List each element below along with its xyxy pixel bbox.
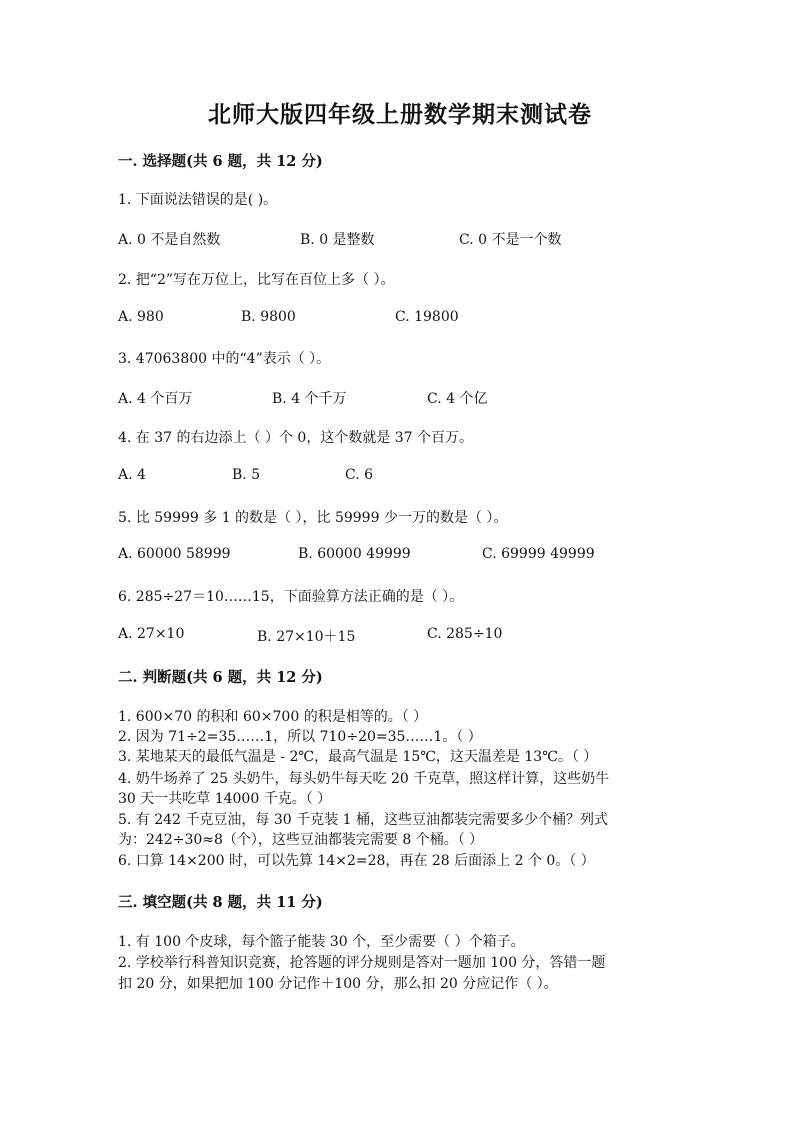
judgment-line: 30 天一共吃草 14000 千克。（ ） <box>118 791 332 807</box>
option-a: A. 980 <box>118 309 164 325</box>
option-c: C. 69999 49999 <box>482 546 595 562</box>
option-c: C. 4 个亿 <box>427 391 488 407</box>
option-b: B. 9800 <box>241 309 296 325</box>
judgment-line: 5. 有 242 千克豆油，每 30 千克装 1 桶，这些豆油都装完需要多少个桶？列式 <box>118 812 608 828</box>
judgment-line: 为：242÷30≈8（个），这些豆油都装完需要 8 个桶。（ ） <box>118 832 484 848</box>
judgment-line: 2. 因为 71÷2=35……1，所以 710÷20=35……1。（ ） <box>118 729 482 745</box>
question-stem: 2. 把“2”写在万位上，比写在百位上多（ ）。 <box>118 272 395 288</box>
judgment-line: 6. 口算 14×200 时，可以先算 14×2=28，再在 28 后面添上 2 个 0。（ ） <box>118 853 595 869</box>
question-stem: 3. 47063800 中的“4”表示（ ）。 <box>118 351 331 367</box>
judgment-line: 3. 某地某天的最低气温是 - 2℃，最高气温是 15℃，这天温差是 13℃。（ ） <box>118 749 598 765</box>
option-b: B. 5 <box>232 467 261 483</box>
option-b: B. 60000 49999 <box>298 546 411 562</box>
option-a: A. 0 不是自然数 <box>118 232 221 248</box>
option-a: A. 4 <box>118 467 146 483</box>
option-c: C. 19800 <box>395 309 459 325</box>
page-title: 北师大版四年级上册数学期末测试卷 <box>208 101 592 128</box>
judgment-line: 4. 奶牛场养了 25 头奶牛，每头奶牛每天吃 20 千克草，照这样计算，这些奶牛 <box>118 771 610 787</box>
question-stem: 1. 下面说法错误的是( )。 <box>118 192 278 208</box>
question-stem: 6. 285÷27＝10……15，下面验算方法正确的是（ ）。 <box>118 589 464 605</box>
question-stem: 5. 比 59999 多 1 的数是（ ），比 59999 少一万的数是（ ）。 <box>118 510 508 526</box>
option-c: C. 6 <box>345 467 374 483</box>
option-c: C. 0 不是一个数 <box>459 232 562 248</box>
fill-blank-line: 扣 20 分，如果把加 100 分记作＋100 分，那么扣 20 分应记作（ ）。 <box>118 976 558 992</box>
fill-blank-line: 1. 有 100 个皮球，每个篮子能装 30 个，至少需要（ ）个箱子。 <box>118 934 525 950</box>
option-b: B. 4 个千万 <box>272 391 347 407</box>
option-a: A. 27×10 <box>118 626 185 642</box>
option-a: A. 60000 58999 <box>118 546 231 562</box>
section-header-fill-blank: 三. 填空题(共 8 题，共 11 分) <box>118 894 323 911</box>
option-c: C. 285÷10 <box>427 626 503 642</box>
option-b: B. 27×10＋15 <box>257 629 356 645</box>
fill-blank-line: 2. 学校举行科普知识竞赛，抢答题的评分规则是答对一题加 100 分，答错一题 <box>118 955 606 971</box>
question-stem: 4. 在 37 的右边添上（ ）个 0，这个数就是 37 个百万。 <box>118 430 474 446</box>
section-header-judgment: 二. 判断题(共 6 题，共 12 分) <box>118 669 323 686</box>
option-b: B. 0 是整数 <box>300 232 375 248</box>
judgment-line: 1. 600×70 的积和 60×700 的积是相等的。（ ） <box>118 709 428 725</box>
option-a: A. 4 个百万 <box>118 391 193 407</box>
section-header-choice: 一. 选择题(共 6 题，共 12 分) <box>118 153 323 170</box>
